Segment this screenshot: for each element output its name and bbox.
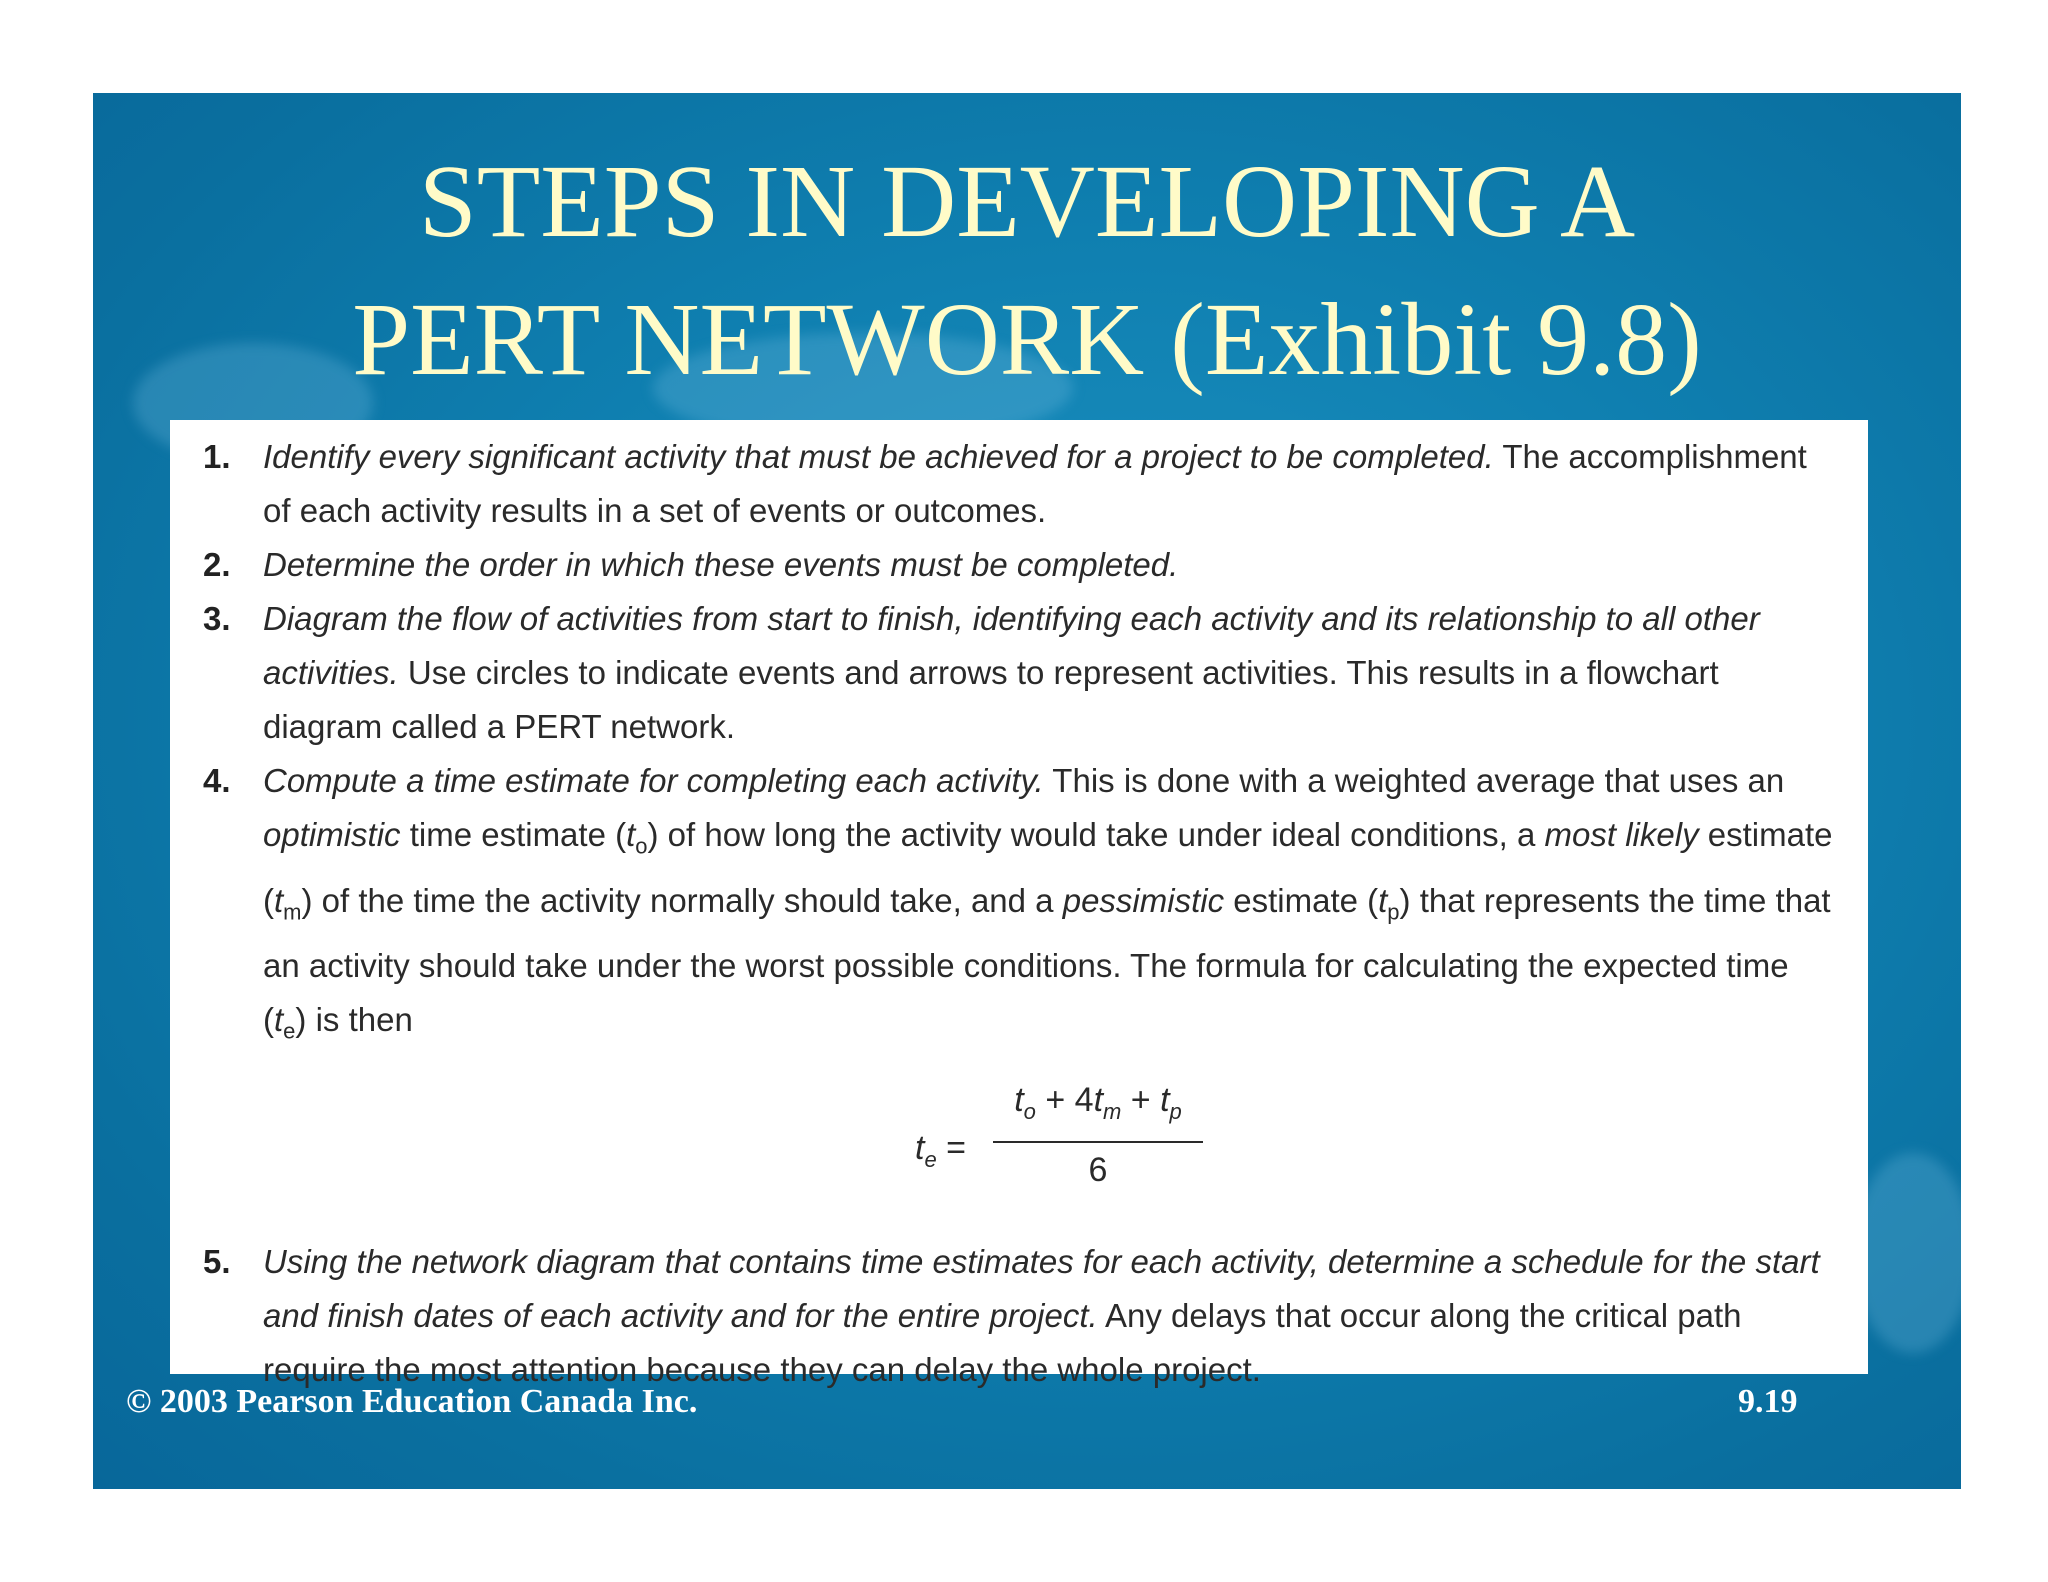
expected-time-formula: [203, 1073, 1838, 1223]
symbol-t: t: [1378, 881, 1388, 919]
exhibit-content: [170, 420, 1868, 1388]
subscript-e: e: [283, 1018, 296, 1044]
footer-copyright: © 2003 Pearson Education Canada Inc.: [126, 1383, 698, 1420]
slide-title: [93, 133, 1961, 409]
footer-page-number: 9.19: [1738, 1383, 1798, 1420]
step-text: time estimate (: [400, 816, 627, 853]
formula-denominator: 6: [1088, 1150, 1108, 1189]
formula-numerator: [993, 1073, 1203, 1139]
step-text: ) of the time the activity normally should take, and a: [301, 881, 1063, 919]
term-optimistic: optimistic: [263, 816, 401, 853]
term-most-likely: most likely: [1544, 816, 1699, 853]
step-text: The accomplishment of each activity results in a set of events or outcomes.: [263, 438, 1807, 529]
subscript-m: m: [283, 899, 302, 925]
step-text: ) that represents the time that an activity should take under the worst possible conditions. The formula for calculating the expected time (: [263, 881, 1831, 1039]
symbol-t: t: [274, 881, 284, 919]
step-emphasis: Using the network diagram that contains time estimates for each activity, determine a schedule for the start and finish dates of each activity and for the entire project.: [263, 1242, 1820, 1334]
step-text: ) is then: [295, 1001, 413, 1039]
step-1: [203, 430, 1838, 538]
fraction-bar: [993, 1141, 1203, 1143]
formula-symbol-t: t: [915, 1128, 925, 1167]
step-emphasis: Compute a time estimate for completing each activity.: [263, 762, 1044, 799]
step-text: Any delays that occur along the critical path require the most attention because they can delay the whole project.: [263, 1296, 1742, 1388]
step-text: This is done with a weighted average that uses an: [1043, 762, 1785, 799]
step-number: 1.: [203, 438, 231, 475]
formula-symbol-t: t: [1014, 1080, 1024, 1119]
symbol-t: t: [626, 816, 636, 853]
symbol-t: t: [274, 1001, 284, 1039]
map-shape-right: [1853, 1153, 1961, 1353]
step-4: [203, 754, 1838, 1059]
step-emphasis: Identify every significant activity that must be achieved for a project to be completed.: [263, 438, 1494, 475]
title-line-1: STEPS IN DEVELOPING A: [418, 144, 1636, 259]
step-text: estimate (: [263, 816, 1833, 919]
formula-operator: +: [1121, 1080, 1161, 1119]
title-line-2: PERT NETWORK (Exhibit 9.8): [352, 282, 1702, 397]
formula-fraction: [993, 1073, 1203, 1193]
formula-lhs: [915, 1121, 966, 1187]
step-number: 4.: [203, 762, 231, 799]
subscript-p: p: [1387, 899, 1400, 925]
step-text: ) of how long the activity would take under ideal conditions, a: [647, 816, 1545, 853]
step-emphasis: Diagram the flow of activities from start to finish, identifying each activity and its relationship to all other activities.: [263, 600, 1760, 691]
subscript-o: o: [635, 833, 648, 859]
formula-subscript-o: o: [1023, 1098, 1036, 1124]
step-3: [203, 592, 1838, 754]
formula-subscript-e: e: [924, 1146, 937, 1172]
term-pessimistic: pessimistic: [1062, 881, 1225, 919]
step-emphasis: Determine the order in which these events must be completed.: [263, 546, 1179, 583]
formula-equals: =: [936, 1128, 967, 1167]
step-2: [203, 538, 1838, 592]
formula-subscript-m: m: [1103, 1098, 1122, 1124]
formula-subscript-p: p: [1169, 1098, 1182, 1124]
step-text: Use circles to indicate events and arrows to represent activities. This results in a flowchart diagram called a PERT network.: [263, 654, 1719, 745]
formula-operator: + 4: [1035, 1080, 1094, 1119]
formula-symbol-t: t: [1160, 1080, 1170, 1119]
step-number: 5.: [203, 1242, 231, 1280]
formula-symbol-t: t: [1093, 1080, 1104, 1119]
slide: [93, 93, 1961, 1489]
step-number: 2.: [203, 546, 231, 583]
step-5: [203, 1235, 1838, 1397]
step-number: 3.: [203, 600, 231, 637]
step-text: estimate (: [1224, 881, 1379, 919]
